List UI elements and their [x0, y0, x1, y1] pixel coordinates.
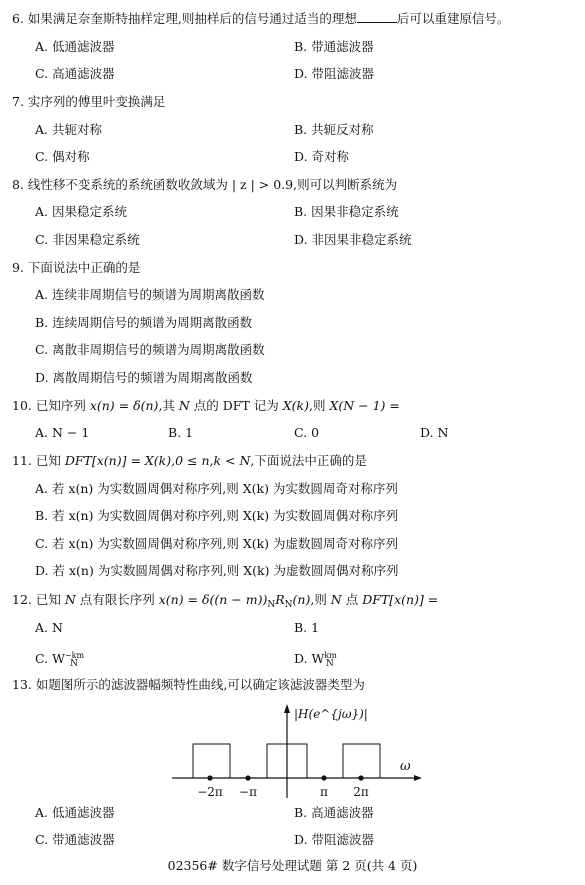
tick-label-minus-pi: −π [239, 785, 257, 799]
tick-label-minus-2pi: −2π [197, 785, 223, 799]
q10-option-d: D. N [420, 425, 449, 440]
q13-option-a: A. 低通滤波器 [35, 805, 115, 820]
tick-label-pi: π [320, 785, 328, 799]
q6-option-d: D. 带阻滤波器 [294, 66, 375, 81]
page-footer: 02356# 数字信号处理试题 第 2 页(共 4 页) [167, 858, 418, 873]
q7-option-d: D. 奇对称 [294, 149, 350, 164]
y-axis-arrow [284, 704, 290, 713]
passband-rect-left [193, 744, 230, 778]
question-11-stem: 11. 已知 DFT[x(n)] = X(k),0 ≤ n,k < N,下面说法中正确的是 [12, 453, 367, 468]
tick-dot-minus-2pi [207, 775, 212, 780]
passband-rect-right [343, 744, 380, 778]
tick-label-2pi: 2π [353, 785, 369, 799]
x-axis-arrow [414, 775, 422, 781]
q12-option-a: A. N [35, 620, 63, 635]
question-6-stem: 6. 如果满足奈奎斯特抽样定理,则抽样后的信号通过适当的理想 后可以重建原信号。 [12, 11, 510, 26]
q9-option-b: B. 连续周期信号的频谱为周期离散函数 [35, 315, 253, 330]
q6-option-b: B. 带通滤波器 [294, 39, 374, 54]
tick-dot-pi [321, 775, 326, 780]
tick-dot-minus-pi [245, 775, 250, 780]
question-12-stem: 12. 已知 N 点有限长序列 $x(n) = \delta((n - m))_NR_N(n)$,则 N 点 DFT[x(n)] = [12, 592, 439, 610]
q8-option-d: D. 非因果非稳定系统 [294, 232, 412, 247]
q11-option-b: B. 若 x(n) 为实数圆周偶对称序列,则 X(k) 为实数圆周偶对称序列 [35, 508, 399, 523]
q7-option-b: B. 共轭反对称 [294, 122, 374, 137]
answer-blank [357, 10, 397, 23]
question-7-stem: 7. 实序列的傅里叶变换满足 [12, 94, 166, 109]
x-axis-label: ω [400, 759, 411, 774]
q11-option-c: C. 若 x(n) 为实数圆周偶对称序列,则 X(k) 为虚数圆周奇对称序列 [35, 536, 399, 551]
question-10-stem: 10. 已知序列 x(n) = δ(n),其 N 点的 DFT 记为 X(k),则 X(N − 1) = [12, 398, 400, 413]
q7-option-a: A. 共轭对称 [35, 122, 102, 137]
q13-option-d: D. 带阻滤波器 [294, 832, 375, 847]
q13-option-c: C. 带通滤波器 [35, 832, 115, 847]
q10-option-a: A. N − 1 [35, 425, 90, 440]
q11-option-d: D. 若 x(n) 为实数圆周偶对称序列,则 X(k) 为虚数圆周偶对称序列 [35, 563, 399, 578]
q9-option-a: A. 连续非周期信号的频谱为周期离散函数 [35, 287, 265, 302]
q13-option-b: B. 高通滤波器 [294, 805, 374, 820]
q9-option-c: C. 离散非周期信号的频谱为周期离散函数 [35, 342, 265, 357]
question-8-stem: 8. 线性移不变系统的系统函数收敛域为 | z | > 0.9,则可以判断系统为 [12, 177, 398, 192]
q6-option-a: A. 低通滤波器 [35, 39, 115, 54]
q12-option-b: B. 1 [294, 620, 320, 635]
q9-option-d: D. 离散周期信号的频谱为周期离散函数 [35, 370, 253, 385]
q7-option-c: C. 偶对称 [35, 149, 90, 164]
tick-dot-2pi [358, 775, 363, 780]
q8-option-b: B. 因果非稳定系统 [294, 204, 399, 219]
q12-option-c: C. $W^{-km}_N$ [35, 651, 85, 669]
y-axis-label: |H(e^{jω})| [294, 707, 368, 721]
q10-option-c: C. 0 [294, 425, 320, 440]
q10-option-b: B. 1 [168, 425, 194, 440]
question-13-stem: 13. 如题图所示的滤波器幅频特性曲线,可以确定该滤波器类型为 [12, 677, 365, 692]
q6-option-c: C. 高通滤波器 [35, 66, 115, 81]
question-9-stem: 9. 下面说法中正确的是 [12, 260, 141, 275]
q8-option-c: C. 非因果稳定系统 [35, 232, 140, 247]
q8-option-a: A. 因果稳定系统 [35, 204, 127, 219]
q12-option-d: D. $W^{km}_N$ [294, 651, 337, 669]
q11-option-a: A. 若 x(n) 为实数圆周偶对称序列,则 X(k) 为实数圆周奇对称序列 [35, 481, 398, 496]
filter-magnitude-response-figure [160, 700, 430, 802]
